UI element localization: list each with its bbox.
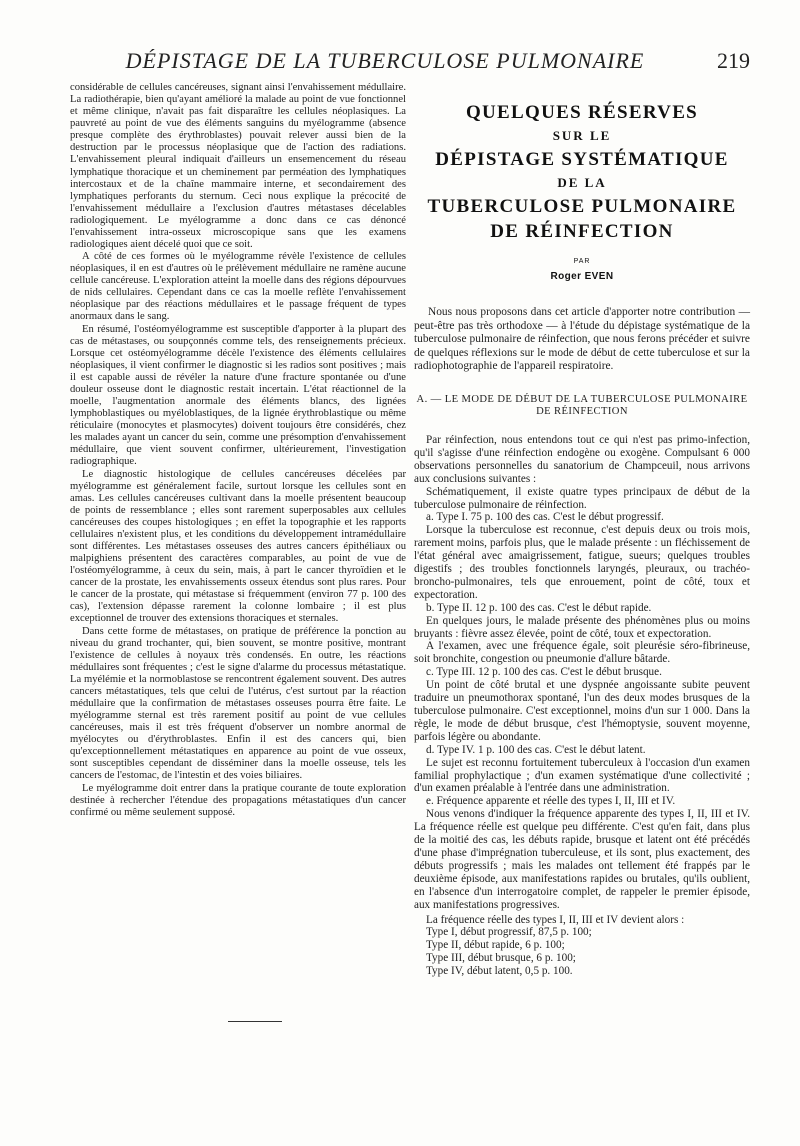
author-name: Roger EVEN — [550, 271, 614, 282]
article-body — [414, 434, 750, 978]
by-label: PAR — [573, 258, 591, 265]
body-paragraph: A l'examen, avec une fréquence égale, soit pleurésie séro-fibrineuse, soit bronchite, congestion ou pneumonie d'allure bâtarde. — [414, 640, 750, 666]
running-title: DÉPISTAGE DE LA TUBERCULOSE PULMONAIRE — [125, 48, 645, 73]
left-paragraph: considérable de cellules cancéreuses, signant ainsi l'envahissement médullaire. La radiothérapie, bien qu'ayant amélioré la malade au point de vue fonctionnel et même clinique, n'avait pas fait disparaître les cellules néoplasiques. La pauvreté au point de vue des éléments sanguins du myélogramme (absence presque complète des érythroblastes) pouvait relever aussi bien de la destruction par le processus néoplasique que de l'action des radiations. L'envahissement pleural indiquait d'ailleurs un ensemencement du réseau lymphatique thoracique et un cheminement par perméation des lymphatiques intercostaux et de la chaîne mammaire interne, et secondairement des lymphatiques perforants du sternum. Ceci nous explique la précocité de l'envahissement médullaire a l'exclusion d'autres métastases décelables radiologiquement. Le myélogramme a donc dans ce cas dénoncé l'envahissement intra-osseux microscopique sans que les examens radiologiques aient décelé quoi que ce soit. — [70, 82, 406, 251]
left-paragraph: A côté de ces formes où le myélogramme révèle l'existence de cellules néoplasiques, il en est d'autres où le prélèvement médullaire ne ramène aucune cellule cancéreuse. L'exploration atteint la moelle dans des régions dépourvues de nids cellulaires. Cependant dans ce cas la moelle reflète l'envahissement néoplasique par des réactions médullaires et le passage fréquent de types anormaux dans le sang. — [70, 251, 406, 323]
title-line: DE LA — [557, 175, 607, 190]
frequency-item: Type I, début progressif, 87,5 p. 100; — [426, 926, 592, 939]
article-abstract: Nous nous proposons dans cet article d'apporter notre contribution — peut-être pas très orthodoxe — à l'étude du dépistage systématique de la tuberculose pulmonaire de réinfection, que nous ferons précéder et suivre de quelques réflexions sur le mode de début de cette tuberculose et sur la radiophotographie de l'appareil respiratoire. — [414, 306, 750, 373]
body-paragraph: La fréquence réelle des types I, II, III et IV devient alors : — [426, 913, 685, 926]
title-line: DE RÉINFECTION — [490, 221, 674, 242]
body-paragraph: a. Type I. 75 p. 100 des cas. C'est le début progressif. — [426, 511, 664, 524]
body-paragraph: Lorsque la tuberculose est reconnue, c'est depuis deux ou trois mois, rarement moins, parfois plus, que le malade présente : un fléchissement de l'état général avec amaigrissement, fatigue, sueurs; quelques troubles digestifs ; des troubles fonctionnels laryngés, pleuraux, ou trachéo-broncho-pulmonaires, tels que enrouement, point de côté, toux et expectoration. — [414, 524, 750, 601]
left-paragraph: En résumé, l'ostéomyélogramme est susceptible d'apporter à la plupart des cas de métastases, ou soupçonnés comme tels, des renseignements précieux. Lorsque cet ostéomyélogramme décèle l'existence des éléments cellulaires néoplasiques, il vient confirmer le diagnostic si les radios sont positives ; mais il est capable aussi de révéler la nature d'une fracture spontanée ou d'une douleur osseuse dont le diagnostic restait incertain. L'état réactionnel de la moelle, l'augmentation anormale des éléments blancs, des lignées lymphoblastiques ou myéloblastiques, de la lignée érythroblastique ou même réticulaire (monocytes et plasmocytes) doivent toujours être considérés, chez les malades ayant un cancer du sein, comme une présomption d'envahissement médullaire, que vient souvent confirmer, ultérieurement, l'investigation radiographique. — [70, 323, 406, 468]
left-paragraph: Le diagnostic histologique de cellules cancéreuses décelées par myélogramme est généralement facile, surtout lorsque les cellules sont en amas. Les cellules cancéreuses cultivant dans la moelle présentent beaucoup de points de ressemblance ; elles sont rarement superposables aux cellules cancéreuses des coupes histologiques ; en effet la topographie et les rapports cellulaires n'existent plus, et les conditions du développement intramédullaire sont différentes. Les métastases osseuses des autres cancers épithéliaux ou malpighiens présentent des caractères comparables, au point de vue de l'ostéomyélogramme, à ceux du sein, mais, à part le cancer thyroïdien et le cancer de la prostate, les envahissements osseux étendus sont plus rares. Pour le cancer de la prostate, qui métastase si fréquemment (environ 77 p. 100 des cas), l'extension dépasse rarement la colonne lombaire ; il est plus exceptionnel de trouver des extensions thoraciques et sternales. — [70, 468, 406, 625]
right-column — [414, 100, 750, 978]
frequency-item: Type III, début brusque, 6 p. 100; — [426, 952, 576, 965]
end-of-article-rule — [228, 1021, 282, 1022]
body-paragraph: Nous venons d'indiquer la fréquence apparente des types I, II, III et IV. La fréquence réelle est quelque peu différente. C'est qu'en fait, dans plus de la moitié des cas, les débuts rapide, brusque et latent ont été précédés d'une phase d'imprégnation tuberculeuse, et ils sont, plus exactement, des débuts progressifs ; mais les malades ont tellement été frappés par le deuxième épisode, aux manifestations rapides ou brutales, qu'ils oublient, en l'absence d'un interrogatoire complet, de rappeler le premier épisode, aux manifestations progressives. — [414, 808, 750, 911]
body-paragraph: d. Type IV. 1 p. 100 des cas. C'est le début latent. — [426, 743, 646, 756]
left-paragraph: Dans cette forme de métastases, on pratique de préférence la ponction au niveau du grand trochanter, qui, bien souvent, se montre positive, montrant l'existence de cellules à noyaux très condensés. En outre, les réactions médullaires sont fréquentes ; c'est le signe d'alarme du processus métastatique. La myélémie et la normoblastose se rencontrent également souvent. Des autres cancers métastatiques, tels que celui de l'utérus, c'est surtout par la réaction médullaire que la confirmation de métastases osseuses pourra être faite. Le myélogramme sternal est très rarement positif au point de vue cellules cancéreuses, mais il est très fréquent d'observer un nombre anormal de myélocytes ou d'érythroblastes. Enfin il est des cancers qui, bien qu'exceptionnellement métastatiques en apparence au point de vue osseux, sont susceptibles cependant de disséminer dans la moelle osseuse, tels les cancers de l'estomac, de l'intestin et des voies biliaires. — [70, 625, 406, 782]
title-line: SUR LE — [552, 128, 612, 143]
title-line: QUELQUES RÉSERVES — [465, 102, 699, 123]
left-column — [70, 82, 406, 819]
frequency-item: Type II, début rapide, 6 p. 100; — [426, 939, 565, 952]
body-paragraph: Par réinfection, nous entendons tout ce qui n'est pas primo-infection, qu'il s'agisse d'une réinfection endogène ou exogène. Compulsant 6 000 observations personnelles du sanatorium de Champceuil, nous arrivons aux conclusions suivantes : — [414, 433, 750, 485]
section-heading: A. — LE MODE DE DÉBUT DE LA TUBERCULOSE PULMONAIRE DE RÉINFECTION — [416, 393, 748, 417]
page-number: 219 — [717, 48, 750, 73]
body-paragraph: e. Fréquence apparente et réelle des types I, II, III et IV. — [426, 795, 676, 808]
title-line: DÉPISTAGE SYSTÉMATIQUE — [435, 149, 729, 170]
left-paragraph: Le myélogramme doit entrer dans la pratique courante de toute exploration destinée à rechercher l'étendue des propagations métastatiques d'un cancer confirmé ou même seulement supposé. — [70, 782, 406, 818]
body-paragraph: Un point de côté brutal et une dyspnée angoissante subite peuvent traduire un pneumothorax spontané, l'un des deux modes brusques de la tuberculose pulmonaire. C'est exceptionnel, moins d'un sur 1 000. Dans la règle, le mode de début brusque, c'est l'hémoptysie, souvent moyenne, parfois légère ou abondante. — [414, 679, 750, 743]
article-title — [414, 100, 750, 282]
body-paragraph: Le sujet est reconnu fortuitement tuberculeux à l'occasion d'un examen familial prophylactique ; d'un examen systématique d'une collectivité ; d'un examen préalable à l'entrée dans une administration. — [414, 756, 750, 795]
body-paragraph: c. Type III. 12 p. 100 des cas. C'est le début brusque. — [426, 666, 662, 679]
body-paragraph: b. Type II. 12 p. 100 des cas. C'est le début rapide. — [426, 601, 652, 614]
frequency-item: Type IV, début latent, 0,5 p. 100. — [426, 965, 573, 978]
body-paragraph: Schématiquement, il existe quatre types principaux de début de la tuberculose pulmonaire de réinfection. — [414, 485, 750, 511]
title-line: TUBERCULOSE PULMONAIRE — [427, 196, 737, 217]
body-paragraph: En quelques jours, le malade présente des phénomènes plus ou moins bruyants : fièvre assez élevée, point de côté, toux et expectoration. — [414, 614, 750, 640]
